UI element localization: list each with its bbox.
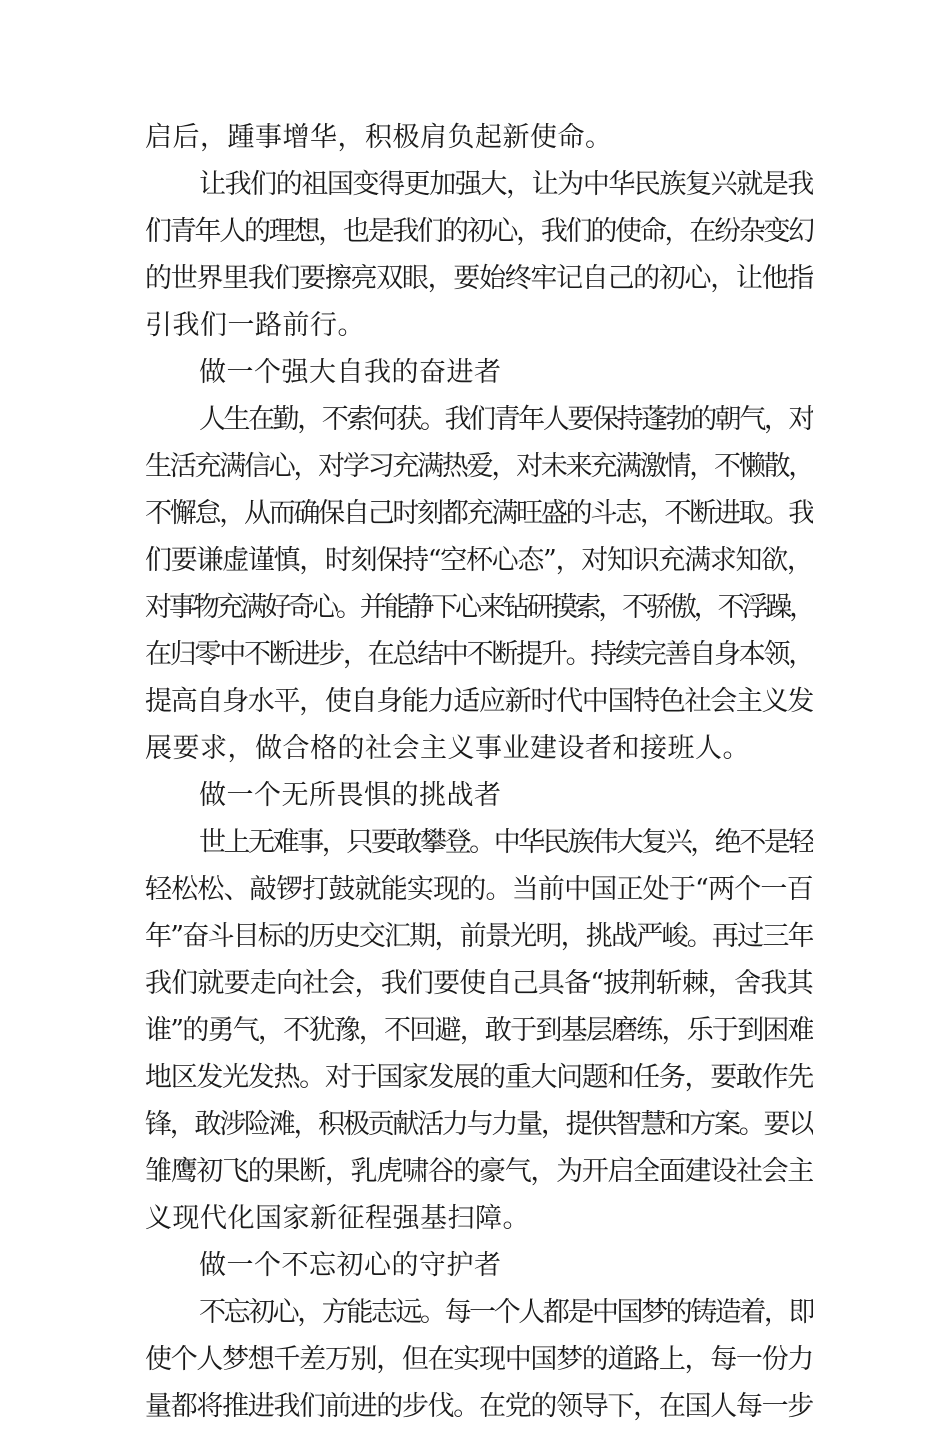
text-line: 我们就要走向社会，我们要使自己具备“披荆斩棘，舍我其 bbox=[145, 968, 813, 999]
text-line: 展要求，做合格的社会主义事业建设者和接班人。 bbox=[145, 733, 750, 764]
text-line: 做一个无所畏惧的挑战者 bbox=[199, 780, 502, 811]
text-line: 谁”的勇气，不犹豫，不回避，敢于到基层磨练，乐于到困难 bbox=[145, 1015, 813, 1046]
text-line: 提高自身水平，使自身能力适应新时代中国特色社会主义发 bbox=[145, 686, 813, 717]
text-line: 锋，敢涉险滩，积极贡献活力与力量，提供智慧和方案。要以 bbox=[145, 1109, 813, 1140]
text-line: 量都将推进我们前进的步伐。在党的领导下，在国人每一步 bbox=[145, 1391, 813, 1422]
body-text bbox=[145, 114, 813, 1430]
text-line: 对事物充满好奇心。并能静下心来钻研摸索，不骄傲，不浮躁， bbox=[145, 592, 813, 623]
text-line: 在归零中不断进步，在总结中不断提升。持续完善自身本领， bbox=[145, 639, 813, 670]
text-line: 引我们一路前行。 bbox=[145, 310, 365, 341]
text-line: 的世界里我们要擦亮双眼，要始终牢记自己的初心，让他指 bbox=[145, 263, 813, 294]
text-line: 使个人梦想千差万别，但在实现中国梦的道路上，每一份力 bbox=[145, 1344, 813, 1375]
text-line: 不忘初心，方能志远。每一个人都是中国梦的铸造着，即 bbox=[199, 1297, 813, 1328]
text-line: 启后，踵事增华，积极肩负起新使命。 bbox=[145, 122, 613, 153]
text-line: 人生在勤，不索何获。我们青年人要保持蓬勃的朝气，对 bbox=[199, 404, 813, 435]
text-line: 们青年人的理想，也是我们的初心，我们的使命，在纷杂变幻 bbox=[145, 216, 813, 247]
text-line: 地区发光发热。对于国家发展的重大问题和任务，要敢作先 bbox=[145, 1062, 813, 1093]
text-line: 生活充满信心，对学习充满热爱，对未来充满激情，不懒散， bbox=[145, 451, 813, 482]
text-line: 不懈怠，从而确保自己时刻都充满旺盛的斗志，不断进取。我 bbox=[145, 498, 813, 529]
text-line: 做一个不忘初心的守护者 bbox=[199, 1250, 502, 1281]
text-line: 年”奋斗目标的历史交汇期，前景光明，挑战严峻。再过三年 bbox=[145, 921, 813, 952]
text-line: 义现代化国家新征程强基扫障。 bbox=[145, 1203, 530, 1234]
text-line: 世上无难事，只要敢攀登。中华民族伟大复兴，绝不是轻 bbox=[199, 827, 813, 858]
text-line: 雏鹰初飞的果断，乳虎啸谷的豪气，为开启全面建设社会主 bbox=[145, 1156, 813, 1187]
text-line: 轻松松、敲锣打鼓就能实现的。当前中国正处于“两个一百 bbox=[145, 874, 813, 905]
text-line: 做一个强大自我的奋进者 bbox=[199, 357, 502, 388]
text-line: 让我们的祖国变得更加强大，让为中华民族复兴就是我 bbox=[199, 169, 813, 200]
text-line: 们要谦虚谨慎，时刻保持“空杯心态”，对知识充满求知欲， bbox=[145, 545, 813, 576]
